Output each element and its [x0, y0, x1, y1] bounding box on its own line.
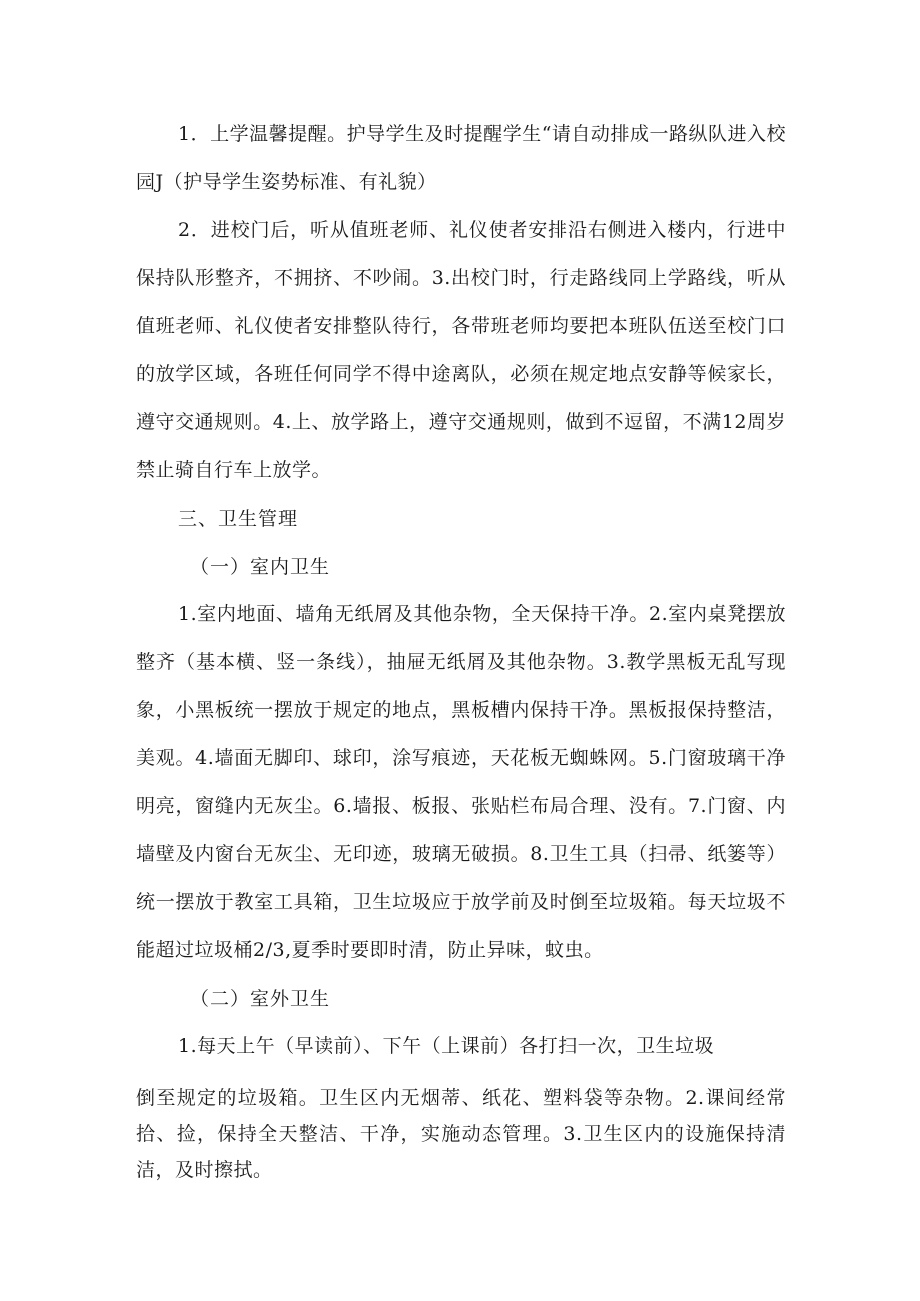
paragraph-indoor-hygiene: 1.室内地面、墙角无纸屑及其他杂物，全天保持干净。2.室内桌凳摆放整齐（基本横、竖一条线），抽屉无纸屑及其他杂物。3.教学黑板无乱写现象，小黑板统一摆放于规定的地点，黑板槽内保持干净。黑板报保持整洁，美观。4.墙面无脚印、球印，涂写痕迹，天花板无蜘蛛网。5.门窗玻璃干净明亮，窗缝内无灰尘。6.墙报、板报、张贴栏布局合理、没有。7.门窗、内墙壁及内窗台无灰尘、无印迹，玻璃无破损。8.卫生工具（扫帚、纸篓等）统一摆放于教室工具箱，卫生垃圾应于放学前及时倒至垃圾箱。每天垃圾不能超过垃圾桶2/3,夏季时要即时清，防止异味，蚊虫。	[136, 603, 786, 961]
paragraph-outdoor-hygiene-rest: 倒至规定的垃圾箱。卫生区内无烟蒂、纸花、塑料袋等杂物。2.课间经常拾、捡，保持全天整洁、干净，实施动态管理。3.卫生区内的设施保持清洁，及时擦拭。	[136, 1087, 786, 1181]
subsection-heading-indoor: （一）室内卫生	[190, 556, 331, 578]
paragraph-outdoor-hygiene-line1: 1.每天上午（早读前）、下午（上课前）各打扫一次，卫生垃圾	[178, 1035, 715, 1057]
subsection-heading-outdoor: （二）室外卫生	[190, 988, 331, 1010]
paragraph-arrival-reminder: 1．上学温馨提醒。护导学生及时提醒学生“请自动排成一路纵队进入校园J（护导学生姿势标准、有礼貌）	[136, 123, 786, 193]
paragraph-entry-exit-rules: 2．进校门后，听从值班老师、礼仪使者安排沿右侧进入楼内，行进中保持队形整齐，不拥挤、不吵闹。3.出校门时，行走路线同上学路线，听从值班老师、礼仪使者安排整队待行，各带班老师均要把本班队伍送至校门口的放学区域，各班任何同学不得中途离队，必须在规定地点安静等候家长，遵守交通规则。4.上、放学路上，遵守交通规则，做到不逗留，不满12周岁禁止骑自行车上放学。	[136, 219, 786, 481]
section-heading-hygiene: 三、卫生管理	[178, 508, 299, 530]
